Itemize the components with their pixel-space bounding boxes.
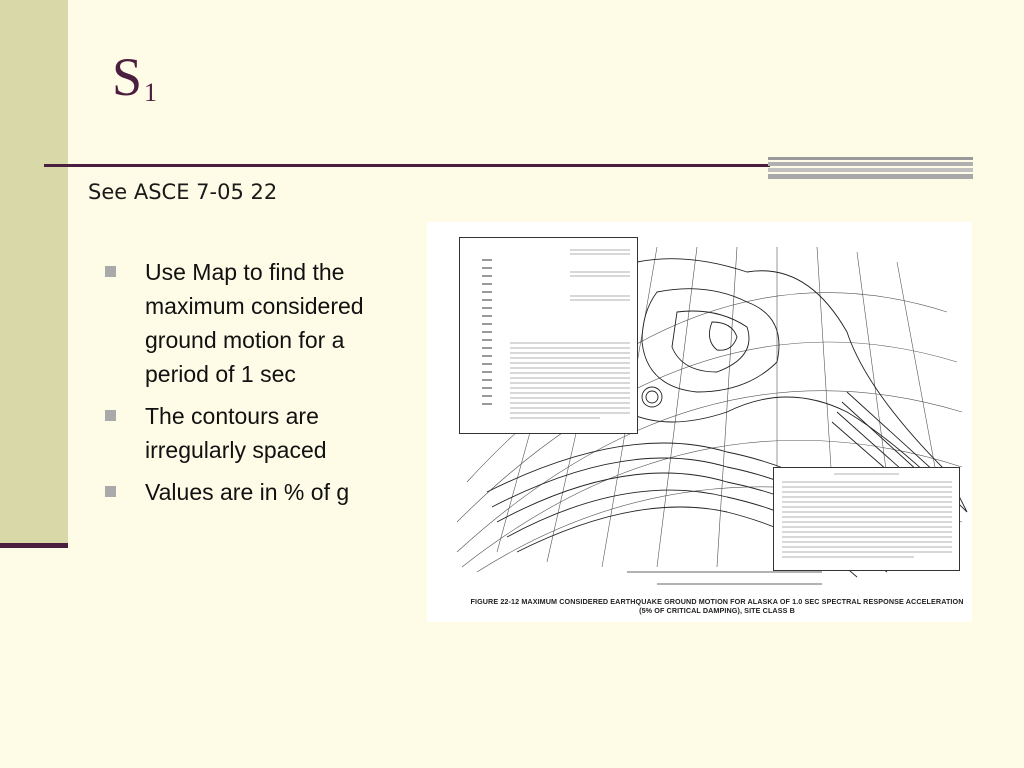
bullet-square-icon bbox=[105, 486, 116, 497]
bullet-square-icon bbox=[105, 266, 116, 277]
bullet-text: Use Map to find the maximum considered ground motion for a period of 1 sec bbox=[145, 259, 364, 387]
title-subscript: 1 bbox=[144, 78, 158, 107]
bullet-item bbox=[105, 399, 405, 467]
bullet-item bbox=[105, 255, 405, 391]
bullet-list bbox=[105, 255, 405, 517]
references-box bbox=[773, 467, 960, 571]
slide-subtitle: See ASCE 7-05 22 bbox=[88, 180, 278, 204]
decorative-stripes bbox=[768, 157, 973, 179]
title-rule bbox=[44, 164, 770, 167]
bullet-text: The contours are irregularly spaced bbox=[145, 403, 327, 463]
bullet-text: Values are in % of g bbox=[145, 479, 350, 505]
left-accent-bar bbox=[0, 0, 68, 545]
slide-title bbox=[112, 47, 158, 107]
bullet-item bbox=[105, 475, 405, 509]
figure-caption: FIGURE 22-12 MAXIMUM CONSIDERED EARTHQUAKE GROUND MOTION FOR ALASKA OF 1.0 SEC SPECTRAL RESPONSE ACCELERATION (5% OF CRITICAL DAMPING), SITE CLASS B bbox=[470, 597, 964, 615]
left-accent-bar-base bbox=[0, 543, 68, 548]
bullet-square-icon bbox=[105, 410, 116, 421]
legend-drawing bbox=[460, 238, 637, 433]
title-main: S bbox=[112, 47, 143, 107]
references-drawing bbox=[774, 468, 959, 570]
map-legend bbox=[459, 237, 638, 434]
alaska-ground-motion-map bbox=[427, 222, 972, 622]
